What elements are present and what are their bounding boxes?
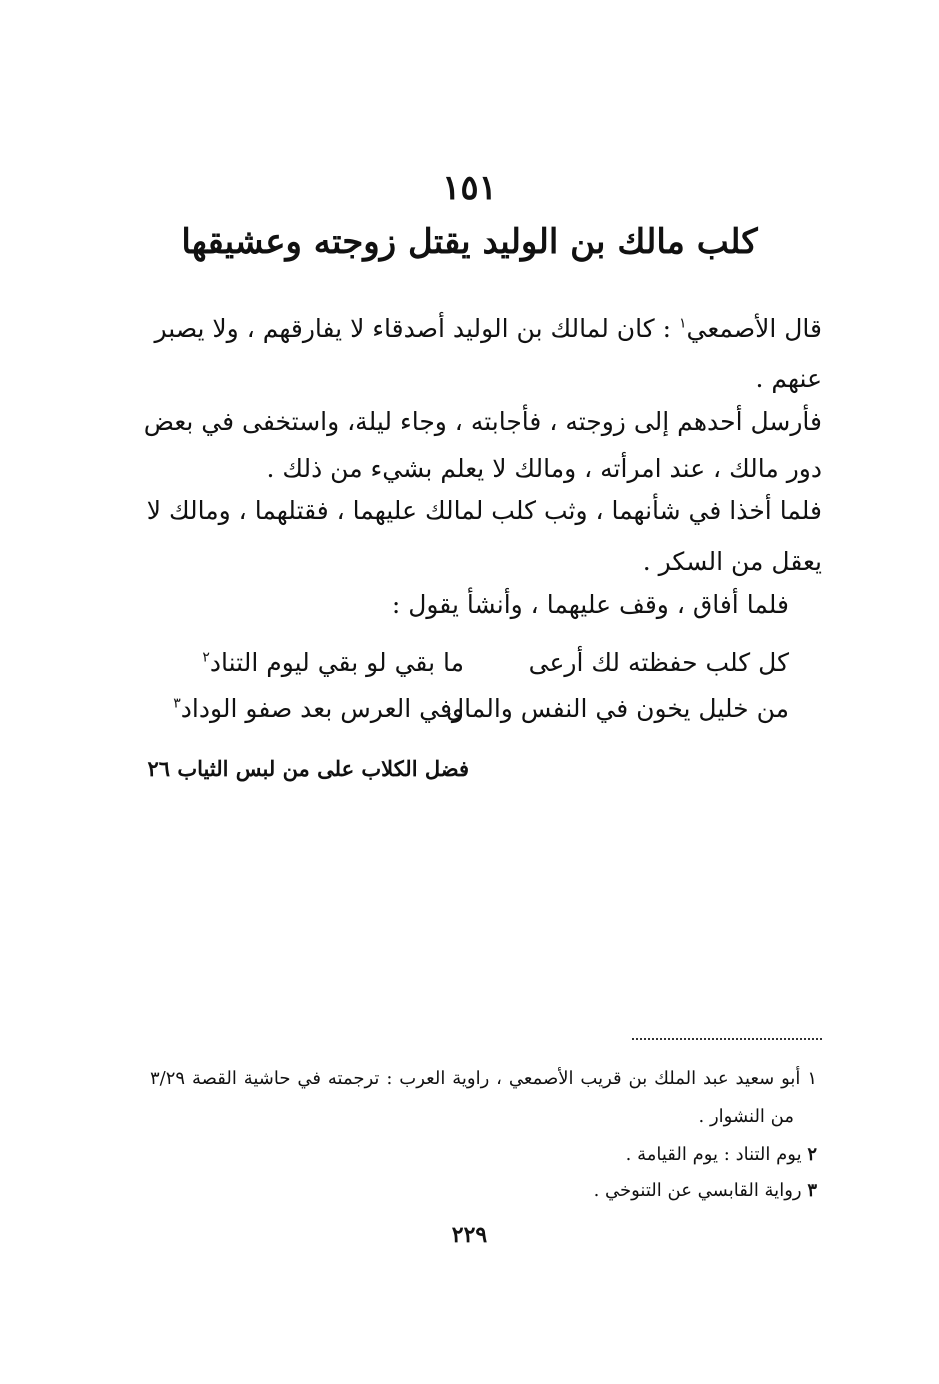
body-line-5: فلما أخذا في شأنهما ، وثب كلب لمالك عليهما ، فقتلهما ، ومالك لا [146, 496, 822, 525]
verse-1-second-hemistich [202, 648, 464, 678]
footnote-ref-3: ٣ [173, 695, 181, 712]
body-line-3: فأرسل أحدهم إلى زوجته ، فأجابته ، وجاء ليلة، واستخفى في بعض [143, 407, 822, 436]
body-line-1-start: قال الأصمعي [686, 314, 822, 343]
source-reference: فضل الكلاب على من لبس الثياب ٢٦ [147, 756, 469, 781]
body-line-4: دور مالك ، عند امرأته ، ومالك لا يعلم بشيء من ذلك . [266, 454, 822, 483]
footnote-1 [150, 1068, 817, 1090]
footnote-1-number: ١ [807, 1068, 817, 1089]
footnote-ref-1: ١ [679, 315, 687, 332]
verse-1-first-hemistich: كل كلب حفظته لك أرعى [528, 648, 789, 677]
verse-2-second-hemistich [173, 694, 464, 724]
story-number: ١٥١ [442, 168, 497, 208]
story-title: كلب مالك بن الوليد يقتل زوجته وعشيقها [181, 222, 758, 262]
body-line-1 [154, 314, 822, 344]
footnote-3 [594, 1180, 817, 1202]
footnote-3-number: ٣ [807, 1180, 817, 1201]
footnote-2-text: يوم التناد : يوم القيامة . [625, 1144, 802, 1165]
body-line-6: يعقل من السكر . [642, 547, 822, 576]
footnote-2-number: ٢ [807, 1144, 817, 1165]
footnote-1-continued: من النشوار . [698, 1106, 794, 1127]
body-line-2: عنهم . [755, 364, 822, 393]
body-line-7: فلما أفاق ، وقف عليهما ، وأنشأ يقول : [391, 590, 789, 619]
page-number: ٢٢٩ [451, 1222, 488, 1248]
footnote-1-text: أبو سعيد عبد الملك بن قريب الأصمعي ، راوية العرب : ترجمته في حاشية القصة ٣/٢٩ [150, 1068, 801, 1089]
verse-1-second-text: ما بقي لو بقي ليوم التناد [209, 648, 464, 677]
footnote-3-text: رواية القابسي عن التنوخي . [593, 1180, 802, 1201]
footnote-2 [626, 1144, 817, 1166]
footnote-ref-2: ٢ [202, 649, 210, 666]
footnote-separator [632, 1038, 822, 1040]
verse-2-first-hemistich: من خليل يخون في النفس والمال [445, 694, 789, 723]
verse-2-second-text: وفي العرس بعد صفو الوداد [180, 694, 464, 723]
body-line-1-rest: : كان لمالك بن الوليد أصدقاء لا يفارقهم ، ولا يصبر [154, 314, 679, 343]
